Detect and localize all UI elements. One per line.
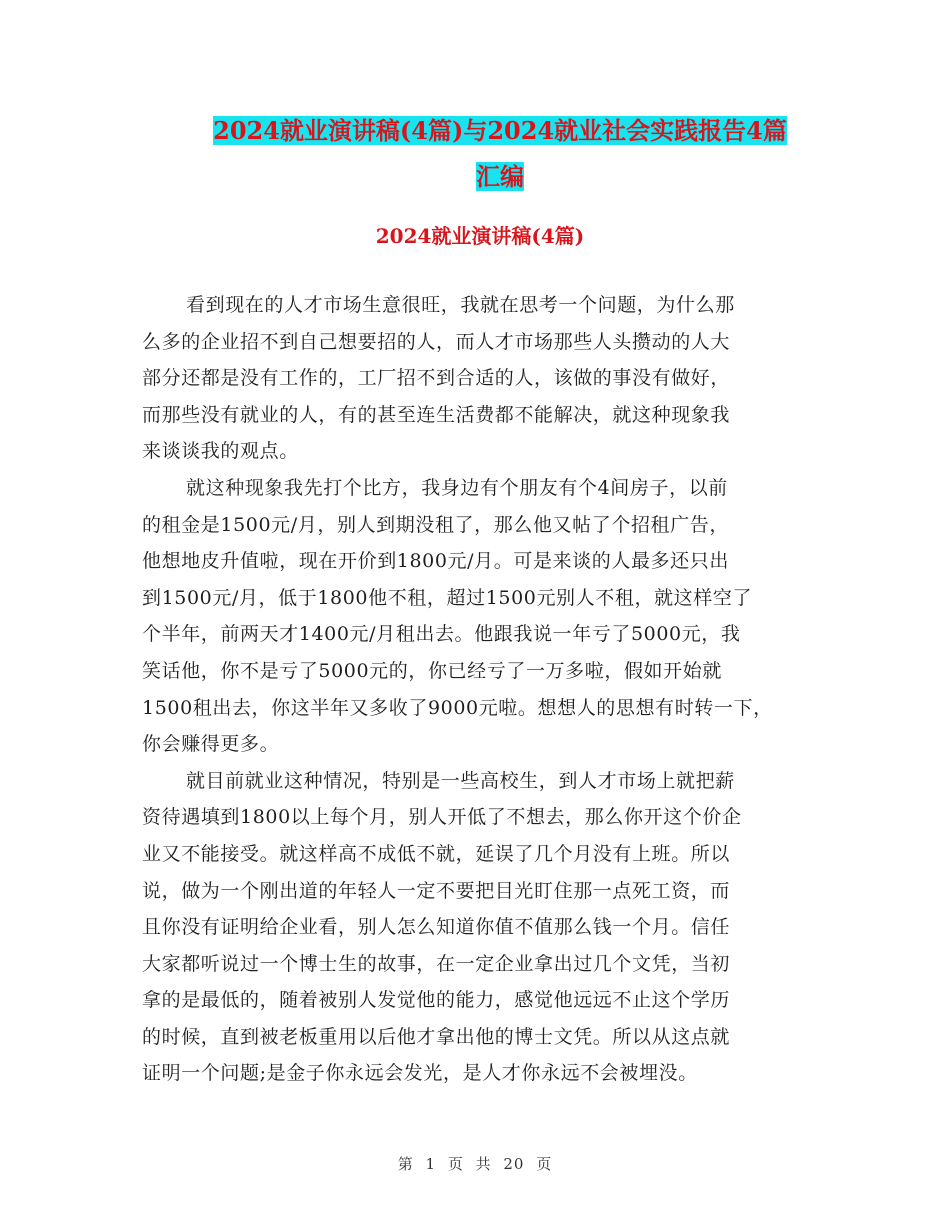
paragraph-line: 1500租出去，你这半年又多收了9000元啦。想想人的思想有时转一下， bbox=[142, 696, 773, 719]
paragraph-2 bbox=[142, 470, 822, 763]
title-highlight: 2024就业演讲稿(4篇)与2024就业社会实践报告4篇 bbox=[213, 116, 787, 145]
paragraph-line: 证明一个问题;是金子你永远会发光，是人才你永远不会被埋没。 bbox=[142, 1062, 698, 1085]
paragraph-3 bbox=[142, 763, 822, 1092]
paragraph-line: 笑话他，你不是亏了5000元的，你已经亏了一万多啦，假如开始就 bbox=[142, 659, 722, 682]
paragraph-line: 的时候，直到被老板重用以后他才拿出他的博士文凭。所以从这点就 bbox=[142, 1025, 731, 1048]
document-title-line-2 bbox=[140, 154, 860, 200]
paragraph-1 bbox=[142, 287, 822, 470]
page-footer: 第 1 页 共 20 页 bbox=[397, 1155, 553, 1173]
paragraph-line: 说，做为一个刚出道的年轻人一定不要把目光盯住那一点死工资，而 bbox=[142, 879, 731, 902]
paragraph-line: 而那些没有就业的人，有的甚至连生活费都不能解决，就这种现象我 bbox=[142, 403, 731, 426]
paragraph-line: 的租金是1500元/月，别人到期没租了，那么他又帖了个招租广告， bbox=[142, 513, 729, 536]
paragraph-line: 就目前就业这种情况，特别是一些高校生，到人才市场上就把薪 bbox=[186, 769, 735, 792]
paragraph-line: 个半年，前两天才1400元/月租出去。他跟我说一年亏了5000元，我 bbox=[142, 623, 741, 646]
body-text bbox=[142, 287, 822, 1092]
paragraph-line: 来谈谈我的观点。 bbox=[142, 440, 299, 463]
paragraph-line: 看到现在的人才市场生意很旺，我就在思考一个问题，为什么那 bbox=[186, 294, 735, 316]
title-highlight: 汇编 bbox=[476, 162, 524, 191]
section-heading: 2024就业演讲稿(4篇) bbox=[375, 224, 585, 248]
paragraph-line: 你会赚得更多。 bbox=[142, 733, 280, 756]
paragraph-line: 到1500元/月，低于1800他不租，超过1500元别人不租，就这样空了 bbox=[142, 586, 753, 609]
paragraph-line: 业又不能接受。就这样高不成低不就，延误了几个月没有上班。所以 bbox=[142, 842, 731, 865]
paragraph-line: 就这种现象我先打个比方，我身边有个朋友有个4间房子，以前 bbox=[186, 476, 728, 499]
paragraph-line: 且你没有证明给企业看，别人怎么知道你值不值那么钱一个月。信任 bbox=[142, 916, 731, 939]
document-title-line-1 bbox=[140, 108, 860, 154]
paragraph-line: 拿的是最低的，随着被别人发觉他的能力，感觉他远远不止这个学历 bbox=[142, 989, 731, 1012]
paragraph-line: 么多的企业招不到自己想要招的人，而人才市场那些人头攒动的人大 bbox=[142, 330, 731, 353]
paragraph-line: 资待遇填到1800以上每个月，别人开低了不想去，那么你开这个价企 bbox=[142, 806, 742, 829]
paragraph-line: 大家都听说过一个博士生的故事，在一定企业拿出过几个文凭，当初 bbox=[142, 952, 731, 975]
paragraph-line: 他想地皮升值啦，现在开价到1800元/月。可是来谈的人最多还只出 bbox=[142, 550, 729, 573]
paragraph-line: 部分还都是没有工作的，工厂招不到合适的人，该做的事没有做好， bbox=[142, 367, 731, 390]
